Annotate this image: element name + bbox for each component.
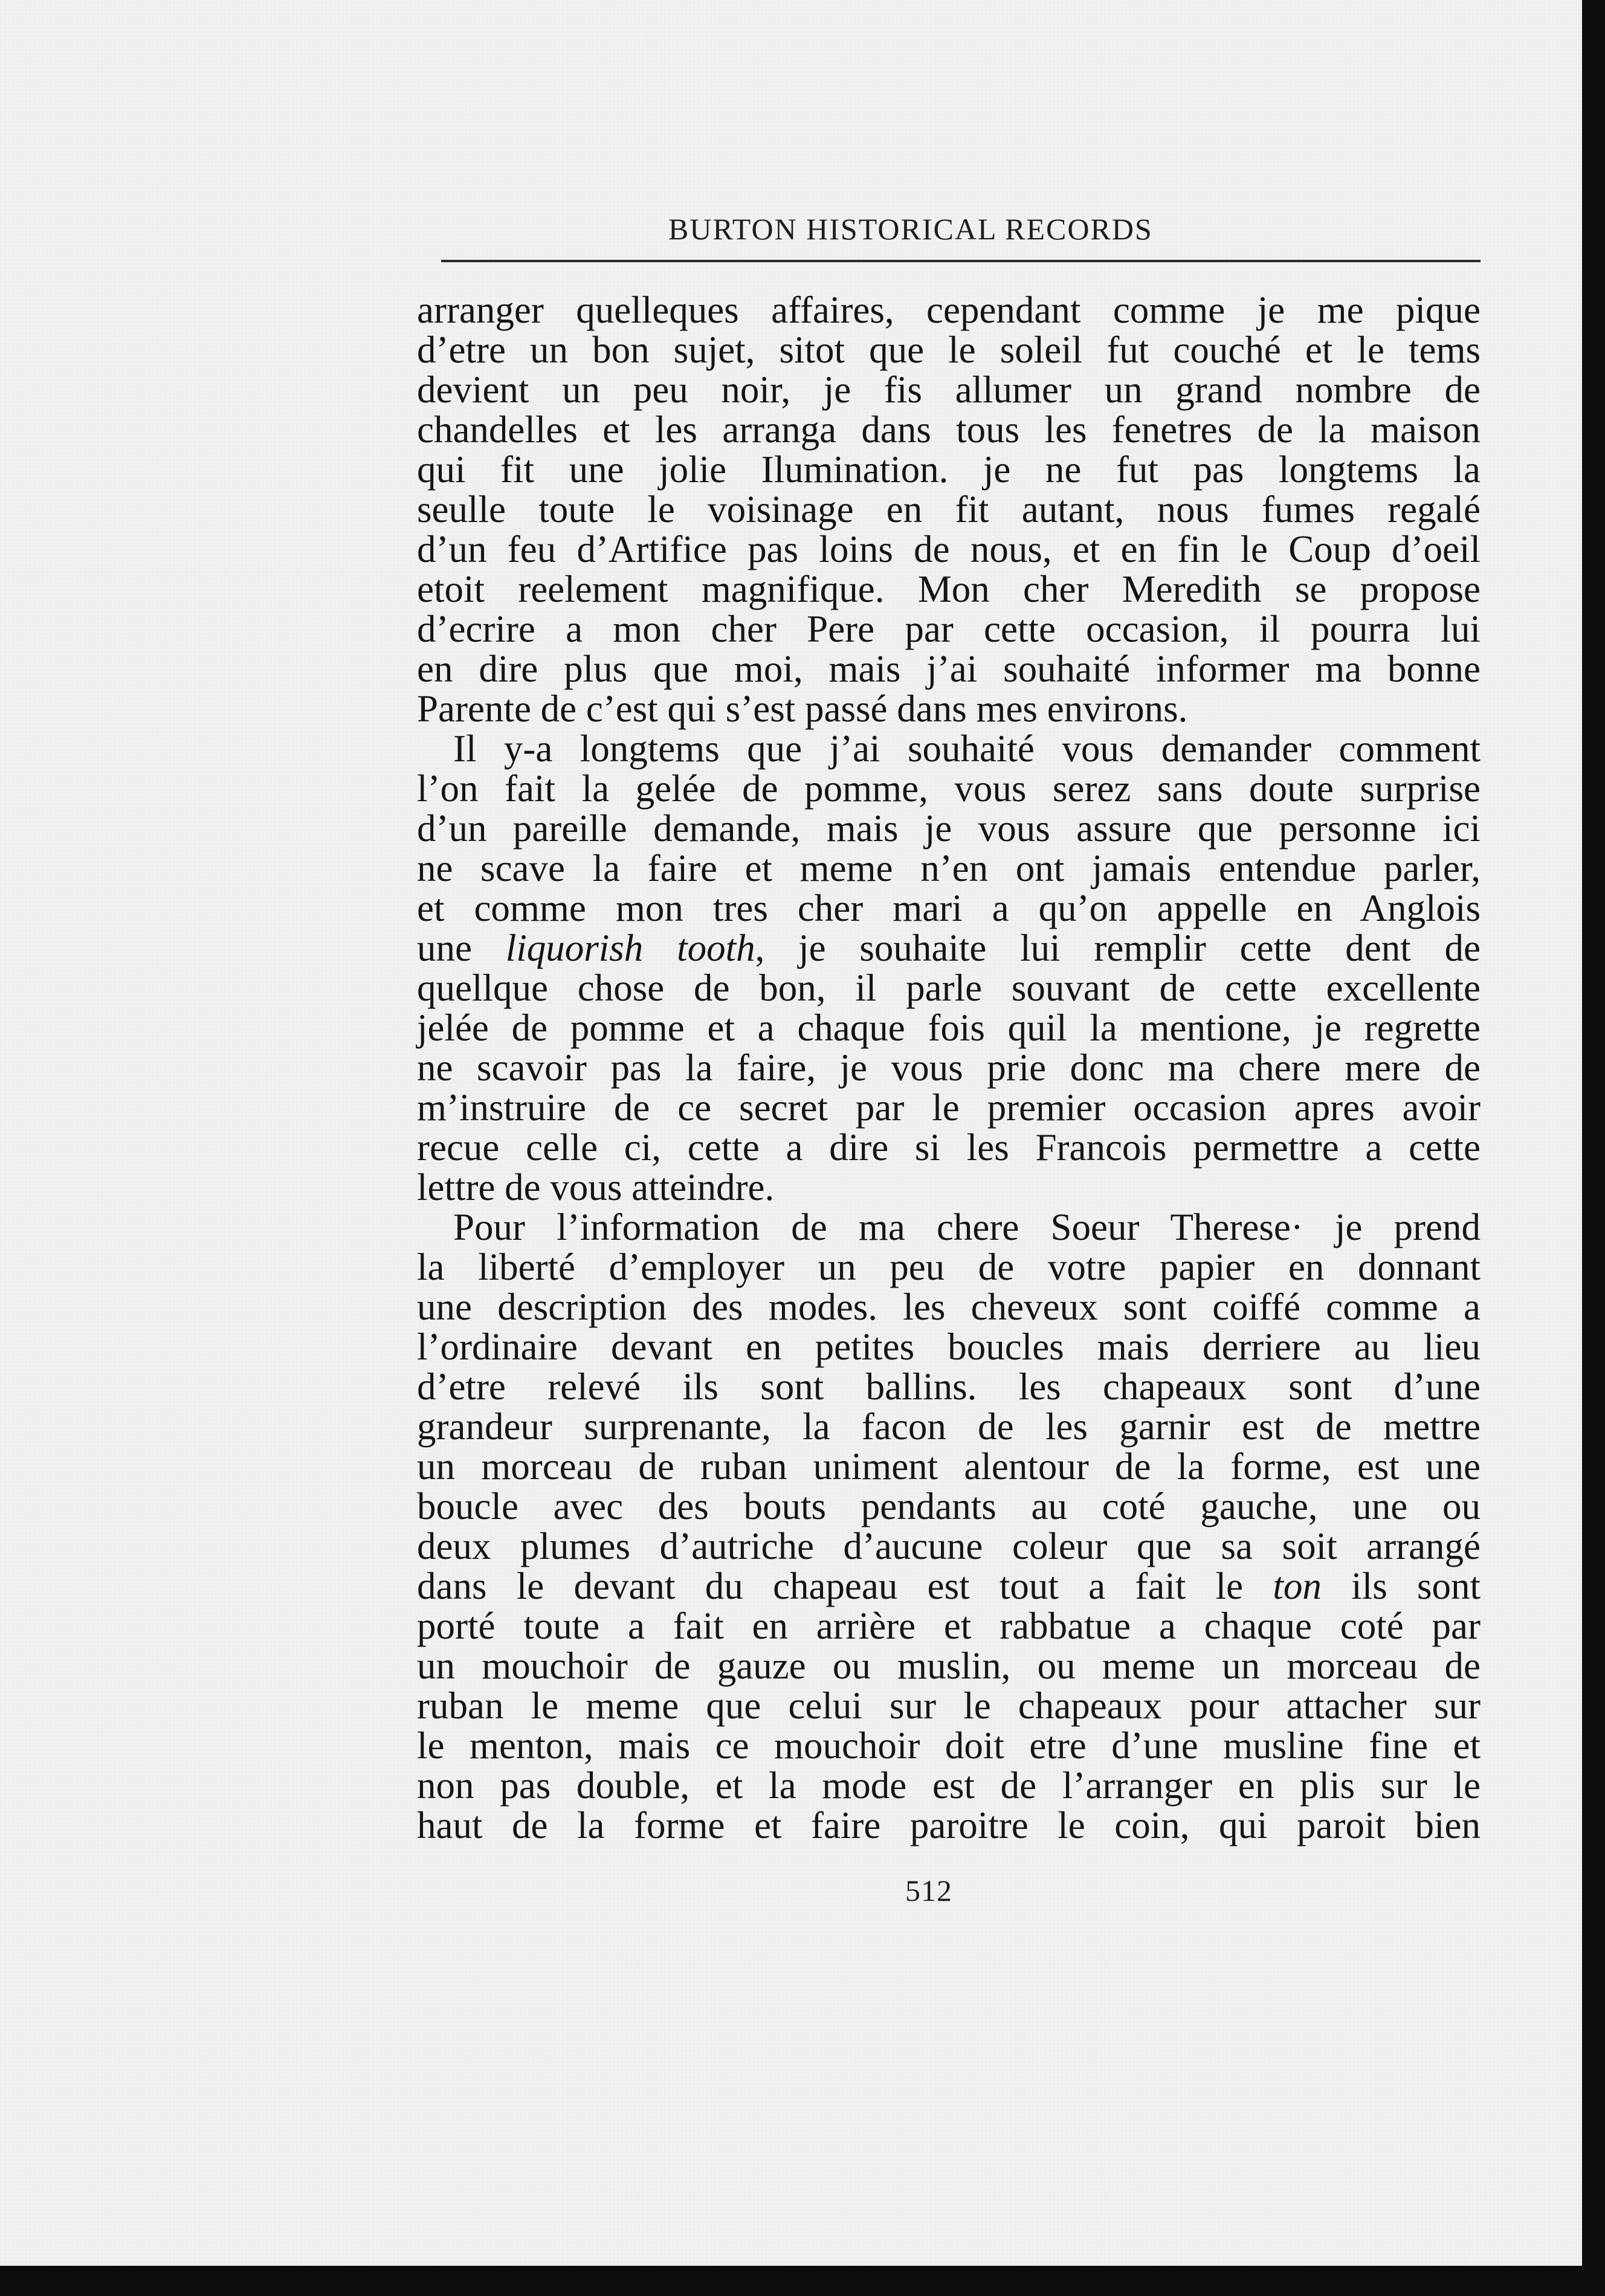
text-line: l’ordinaire devant en petites boucles mais derriere au lieu bbox=[417, 1326, 1481, 1368]
text-line: un mouchoir de gauze ou muslin, ou meme un morceau de bbox=[417, 1645, 1481, 1687]
text-line: chandelles et les arranga dans tous les fenetres de la maison bbox=[417, 408, 1481, 451]
text-line: l’on fait la gelée de pomme, vous serez sans doute surprise bbox=[417, 767, 1481, 810]
text-line: une description des modes. les cheveux sont coiffé comme a bbox=[417, 1286, 1481, 1328]
text-segment: , je souhaite lui remplir cette dent de bbox=[755, 927, 1481, 969]
text-segment: ils sont bbox=[1321, 1565, 1481, 1607]
text-line: d’un feu d’Artifice pas loins de nous, et en fin le Coup d’oeil bbox=[417, 528, 1481, 570]
italic-phrase: liquorish tooth bbox=[505, 927, 755, 969]
text-line: le menton, mais ce mouchoir doit etre d’une musline fine et bbox=[417, 1724, 1481, 1767]
text-line: ne scave la faire et meme n’en ont jamais entendue parler, bbox=[417, 847, 1481, 889]
running-head: BURTON HISTORICAL RECORDS bbox=[668, 212, 1153, 246]
text-line: jelée de pomme et a chaque fois quil la mentione, je regrette bbox=[417, 1007, 1481, 1049]
text-line: boucle avec des bouts pendants au coté gauche, une ou bbox=[417, 1485, 1481, 1527]
paragraph-end-line: Parente de c’est qui s’est passé dans mes environs. bbox=[417, 688, 1188, 730]
header-rule bbox=[441, 260, 1481, 262]
text-line: grandeur surprenante, la facon de les garnir est de mettre bbox=[417, 1405, 1481, 1448]
text-line: seulle toute le voisinage en fit autant, nous fumes regalé bbox=[417, 488, 1481, 530]
text-line-with-italic bbox=[417, 1566, 1481, 1606]
text-segment: une bbox=[417, 927, 506, 969]
text-line: ruban le meme que celui sur le chapeaux pour attacher sur bbox=[417, 1685, 1481, 1727]
text-line: m’instruire de ce secret par le premier occasion apres avoir bbox=[417, 1086, 1481, 1129]
page-number: 512 bbox=[905, 1874, 952, 1907]
text-line-with-italic bbox=[417, 928, 1481, 968]
text-line: d’etre relevé ils sont ballins. les chapeaux sont d’une bbox=[417, 1366, 1481, 1408]
text-line: quellque chose de bon, il parle souvant de cette excellente bbox=[417, 967, 1481, 1009]
text-line: et comme mon tres cher mari a qu’on appelle en Anglois bbox=[417, 887, 1481, 929]
text-line: la liberté d’employer un peu de votre papier en donnant bbox=[417, 1246, 1481, 1288]
text-line: etoit reelement magnifique. Mon cher Meredith se propose bbox=[417, 568, 1481, 610]
paragraph-end-line: lettre de vous atteindre. bbox=[417, 1166, 775, 1208]
text-line: non pas double, et la mode est de l’arranger en plis sur le bbox=[417, 1764, 1481, 1807]
text-line: en dire plus que moi, mais j’ai souhaité informer ma bonne bbox=[417, 648, 1481, 690]
text-line: deux plumes d’autriche d’aucune coleur que sa soit arrangé bbox=[417, 1525, 1481, 1567]
italic-word: ton bbox=[1273, 1565, 1322, 1607]
body-text bbox=[417, 290, 1481, 1845]
text-line: arranger quelleques affaires, cependant comme je me pique bbox=[417, 289, 1481, 331]
text-line: porté toute a fait en arrière et rabbatue a chaque coté par bbox=[417, 1605, 1481, 1647]
text-line: d’ecrire a mon cher Pere par cette occasion, il pourra lui bbox=[417, 608, 1481, 650]
text-line: d’etre un bon sujet, sitot que le soleil fut couché et le tems bbox=[417, 329, 1481, 371]
paragraph-first-line: Il y-a longtems que j’ai souhaité vous demander comment bbox=[453, 727, 1481, 770]
paragraph-first-line: Pour l’information de ma chere Soeur Therese· je prend bbox=[453, 1206, 1481, 1248]
text-line: qui fit une jolie Ilumination. je ne fut pas longtems la bbox=[417, 448, 1481, 491]
text-line: d’un pareille demande, mais je vous assure que personne ici bbox=[417, 807, 1481, 850]
text-segment: dans le devant du chapeau est tout a fait le bbox=[417, 1565, 1273, 1607]
text-line: devient un peu noir, je fis allumer un grand nombre de bbox=[417, 369, 1481, 411]
text-line: haut de la forme et faire paroitre le coin, qui paroit bien bbox=[417, 1804, 1481, 1846]
text-line: recue celle ci, cette a dire si les Francois permettre a cette bbox=[417, 1126, 1481, 1169]
text-line: un morceau de ruban uniment alentour de la forme, est une bbox=[417, 1445, 1481, 1488]
text-line: ne scavoir pas la faire, je vous prie donc ma chere mere de bbox=[417, 1046, 1481, 1089]
